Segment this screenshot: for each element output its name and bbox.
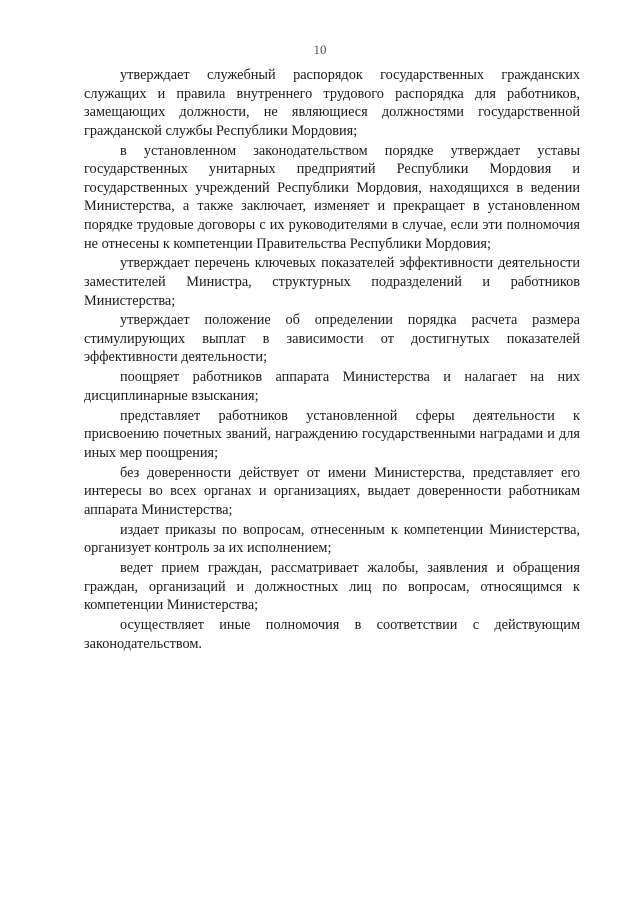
paragraph-7: без доверенности действует от имени Министерства, представляет его интересы во всех органах и организациях, выдает доверенности работникам аппарата Министерства; (84, 464, 580, 518)
paragraph-5: поощряет работников аппарата Министерства и налагает на них дисциплинарные взыскания; (84, 369, 580, 404)
paragraph-2: в установленном законодательством порядке утверждает уставы государственных унитарных предприятий Республики Мордовия и государственных учреждений Республики Мордовия, находящихся в ведении Министерства, а также заключает, изменяет и прекращает в установленном порядке трудовые договоры с их руководителями в случае, если эти полномочия не отнесены к компетенции Правительства Республики Мордовия; (84, 142, 580, 252)
paragraph-8: издает приказы по вопросам, отнесенным к компетенции Министерства, организует контроль за их исполнением; (84, 521, 580, 557)
paragraph-1: утверждает служебный распорядок государственных гражданских служащих и правила внутреннего трудового распорядка для работников, замещающих должности, не являющиеся должностями государственной гражданской службы Республики Мордовия; (84, 67, 580, 139)
paragraph-10: осуществляет иные полномочия в соответствии с действующим законодательством. (84, 616, 580, 652)
paragraph-9: ведет прием граждан, рассматривает жалобы, заявления и обращения граждан, организаций и должностных лиц по вопросам, относящимся к компетенции Министерства; (84, 559, 580, 614)
paragraph-4: утверждает положение об определении порядка расчета размера стимулирующих выплат в зависимости от достигнутых показателей эффективности деятельности; (84, 312, 580, 366)
paragraph-3: утверждает перечень ключевых показателей эффективности деятельности заместителей Министра, структурных подразделений и работников Министерства; (84, 255, 580, 309)
document-body (84, 66, 580, 654)
paragraph-6: представляет работников установленной сферы деятельности к присвоению почетных званий, награждению государственными наградами и для иных мер поощрения; (84, 407, 580, 461)
page-number: 10 (313, 42, 327, 57)
